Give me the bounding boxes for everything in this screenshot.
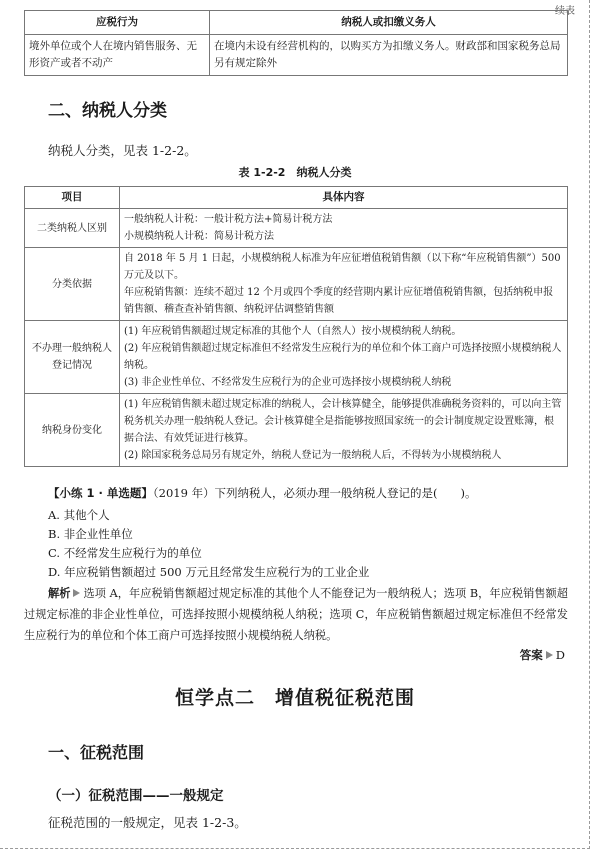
table-content-cell: [120, 394, 568, 467]
content-line: (2) 除国家税务总局另有规定外，纳税人登记为一般纳税人后，不得转为小规模纳税人: [124, 450, 502, 461]
table-row: [25, 248, 568, 321]
exercise-option: D. 年应税销售额超过 500 万元且经常发生应税行为的工业企业: [48, 565, 370, 579]
exercise-tag: 【小练 1 · 单选题】: [48, 486, 153, 500]
section-heading: 二、纳税人分类: [48, 101, 167, 121]
table-item-cell: 纳税身份变化: [25, 394, 120, 467]
table-caption: 表 1-2-2 纳税人分类: [238, 166, 352, 179]
table-content-cell: [120, 321, 568, 394]
content-line: 年应税销售额：连续不超过 12 个月或四个季度的经营期内累计应征增值税销售额，包括纳税申报销售额、稽查查补销售额、纳税评估调整销售额: [124, 287, 554, 315]
table-item-cell: 分类依据: [25, 248, 120, 321]
table-item-cell: 不办理一般纳税人登记情况: [25, 321, 120, 394]
content-line: 自 2018 年 5 月 1 日起，小规模纳税人标准为年应征增值税销售额（以下称“年应税销售额”）500 万元及以下。: [124, 253, 561, 281]
content-line: (1) 年应税销售额未超过规定标准的纳税人，会计核算健全，能够提供准确税务资料的，可以向主管税务机关办理一般纳税人登记。会计核算健全是指能够按照国家统一的会计制度规定设置账簿，根据合法、有效凭证进行核算。: [124, 399, 562, 444]
table-row: [25, 321, 568, 394]
content-line: (3) 非企业性单位、不经常发生应税行为的企业可选择按小规模纳税人纳税: [124, 377, 452, 388]
table-header-cell: 纳税人或扣缴义务人: [210, 11, 568, 35]
exercise-option: B. 非企业性单位: [48, 527, 133, 541]
subsection-heading: （一）征税范围——一般规定: [48, 788, 224, 804]
table-header-cell: 应税行为: [25, 11, 210, 35]
exercise-stem: [48, 485, 477, 501]
table-header-row: [25, 11, 568, 35]
table-header-row: [25, 187, 568, 209]
triangle-icon: [73, 589, 80, 597]
paragraph: 征税范围的一般规定，见表 1-2-3。: [48, 815, 247, 830]
content-line: 一般纳税人计税：一般计税方法+简易计税方法: [124, 214, 333, 225]
exercise-option: A. 其他个人: [48, 508, 110, 522]
analysis-paragraph: [24, 583, 568, 646]
table-row: [25, 209, 568, 248]
section-heading: 一、征税范围: [48, 743, 145, 762]
content-line: (2) 年应税销售额超过规定标准但不经常发生应税行为的单位和个体工商户可选择按照小规模纳税人纳税。: [124, 343, 562, 371]
taxpayer-classification-table: [24, 186, 568, 467]
table-cell: 境外单位或个人在境内销售服务、无形资产或者不动产: [25, 35, 210, 76]
answer-label: 答案: [519, 648, 543, 662]
chapter-heading: 恒学点二 增值税征税范围: [174, 687, 415, 709]
exercise-question: （2019 年）下列纳税人，必须办理一般纳税人登记的是( )。: [152, 486, 477, 500]
content-line: (1) 年应税销售额超过规定标准的其他个人（自然人）按小规模纳税人纳税。: [124, 326, 462, 337]
taxpayer-table-continued: [24, 10, 568, 76]
table-header-cell: 项目: [25, 187, 120, 209]
table-header-cell: 具体内容: [120, 187, 568, 209]
table-item-cell: 二类纳税人区别: [25, 209, 120, 248]
table-cell: 在境内未设有经营机构的，以购买方为扣缴义务人。财政部和国家税务总局另有规定除外: [210, 35, 568, 76]
analysis-text: 选项 A，年应税销售额超过规定标准的其他个人不能登记为一般纳税人；选项 B，年应税销售额超过规定标准的非企业性单位，可选择按照小规模纳税人纳税；选项 C，年应税销售额超过规定标准但不经常发生应税行为的单位和个体工商户可选择按照小规模纳税人纳税。: [24, 587, 568, 642]
analysis-label: 解析: [48, 587, 71, 600]
table-row: [25, 394, 568, 467]
table-row: [25, 35, 568, 76]
exercise-option: C. 不经常发生应税行为的单位: [48, 546, 202, 560]
table-content-cell: [120, 209, 568, 248]
answer-value: D: [555, 648, 565, 662]
continued-table-marker: 续表: [555, 6, 575, 17]
paragraph: 纳税人分类，见表 1-2-2。: [48, 143, 197, 158]
table-content-cell: [120, 248, 568, 321]
content-line: 小规模纳税人计税：简易计税方法: [124, 231, 274, 242]
answer-line: [520, 647, 565, 663]
triangle-icon: [546, 651, 553, 659]
